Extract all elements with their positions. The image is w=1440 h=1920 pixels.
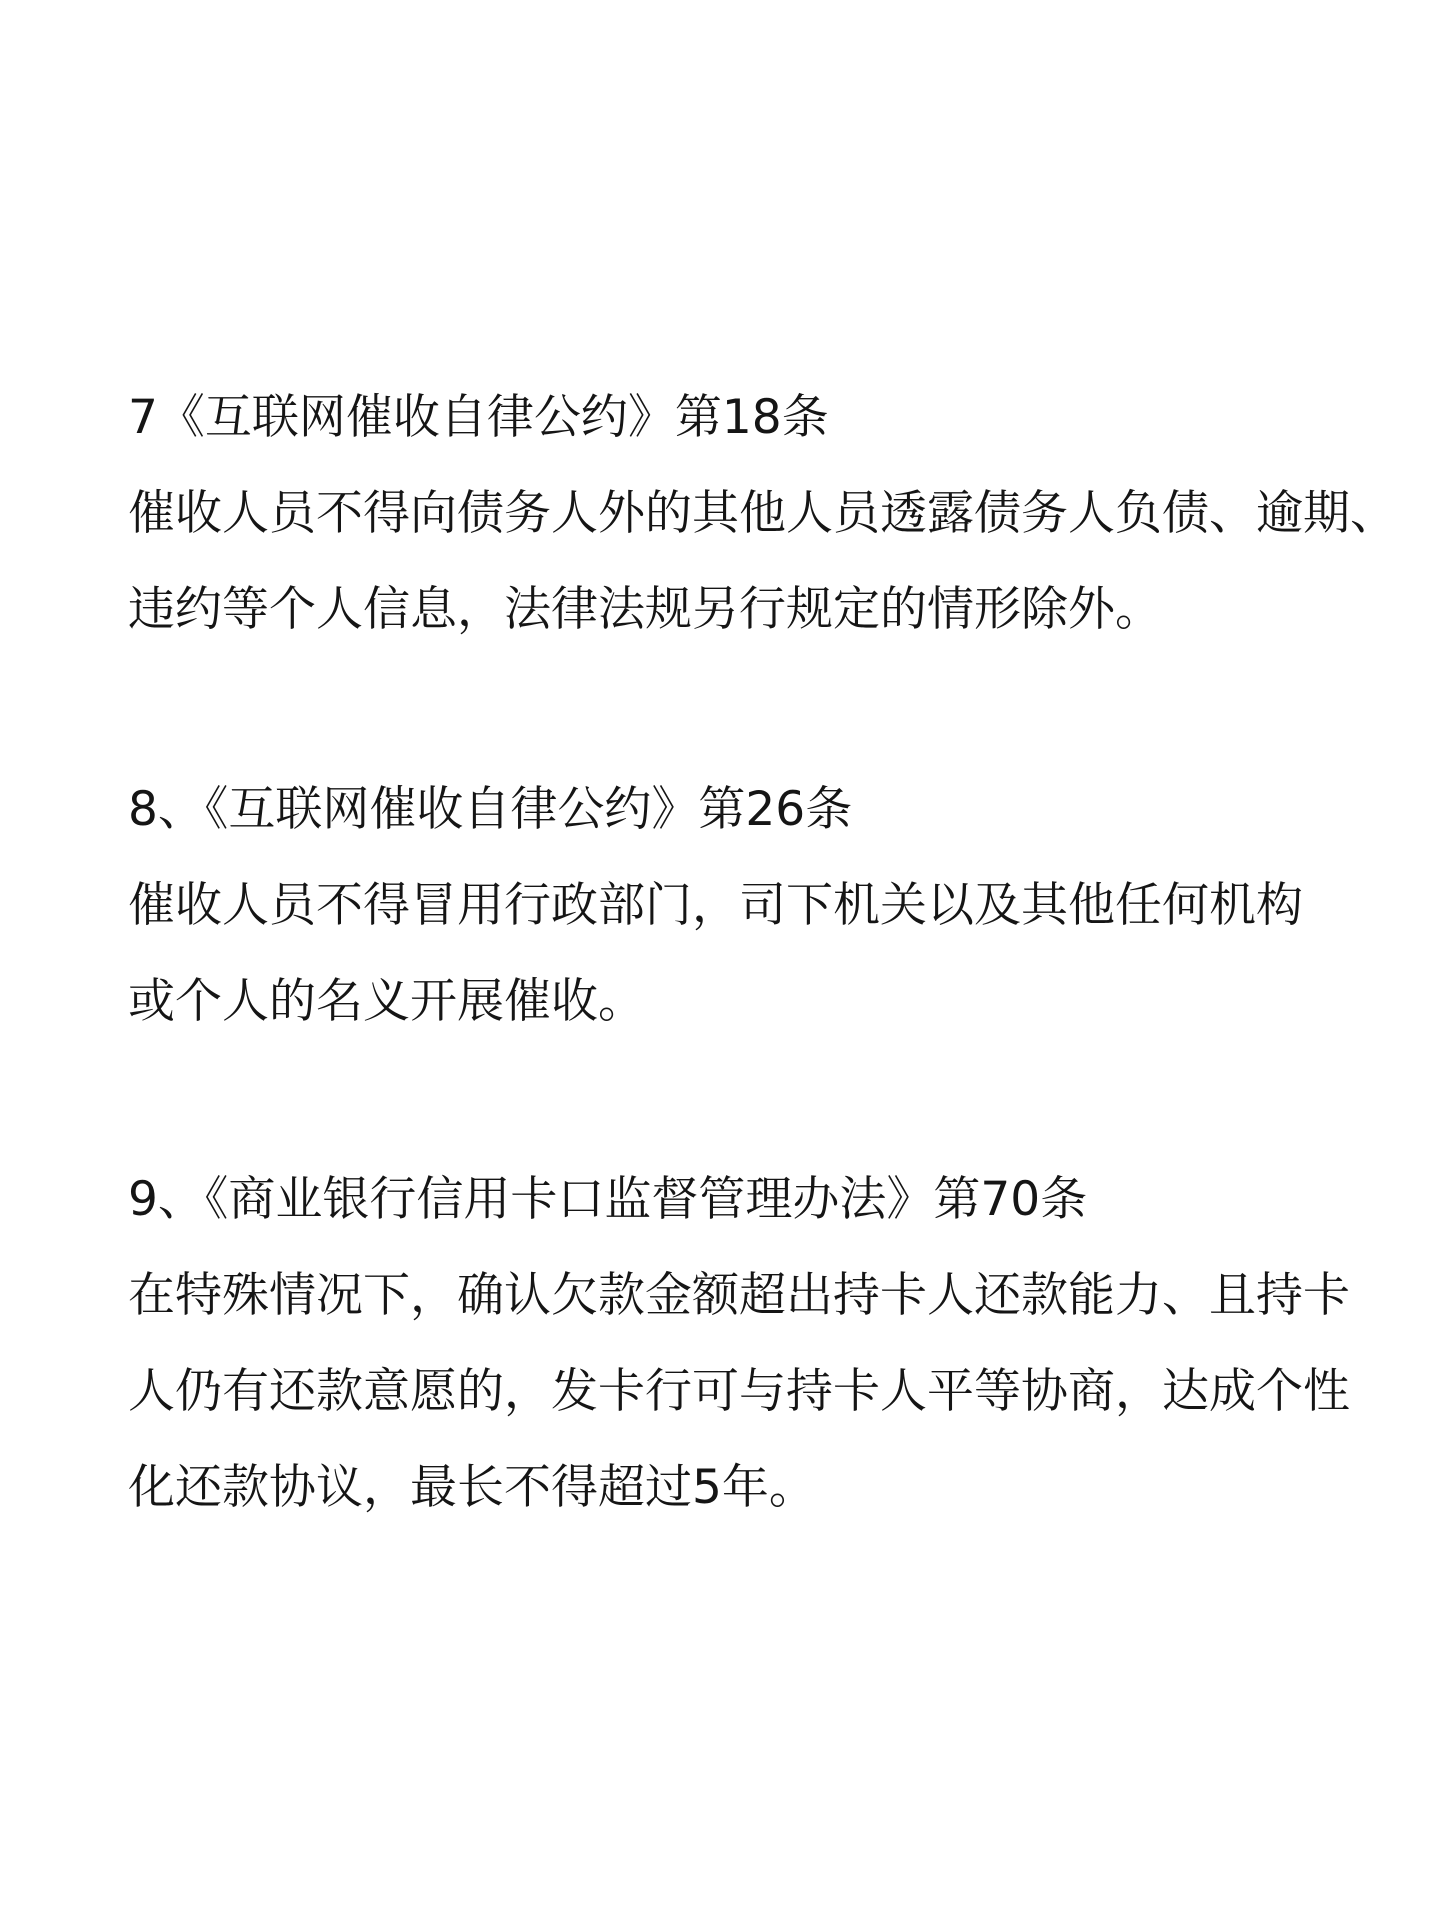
document-page: [128, 0, 1418, 1920]
article-text-line: 或个人的名义开展催收。: [128, 974, 645, 1029]
article-section-7: [128, 370, 1418, 658]
article-heading: 8、《互联网催收自律公约》第26条: [128, 782, 853, 837]
article-section-8: [128, 762, 1418, 1050]
article-heading: 9、《商业银行信用卡口监督管理办法》第70条: [128, 1172, 1088, 1227]
article-heading: 7《互联网催收自律公约》第18条: [128, 390, 829, 445]
article-text-line: 催收人员不得向债务人外的其他人员透露债务人负债、逾期、: [128, 486, 1397, 541]
article-text-line: 催收人员不得冒用行政部门，司下机关以及其他任何机构: [128, 878, 1303, 933]
article-text-line: 违约等个人信息，法律法规另行规定的情形除外。: [128, 582, 1162, 637]
article-text-line: 人仍有还款意愿的，发卡行可与持卡人平等协商，达成个性: [128, 1364, 1350, 1419]
article-text-line: 化还款协议，最长不得超过5年。: [128, 1460, 816, 1515]
article-section-9: [128, 1152, 1418, 1536]
article-text-line: 在特殊情况下，确认欠款金额超出持卡人还款能力、且持卡: [128, 1268, 1350, 1323]
